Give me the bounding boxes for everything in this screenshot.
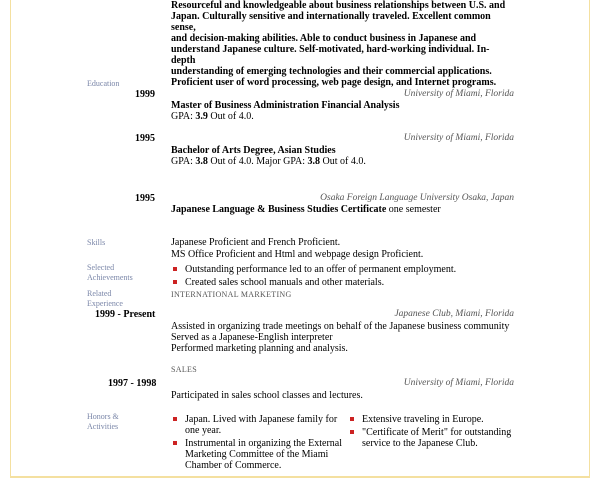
skills-line: Japanese Proficient and French Proficient. bbox=[171, 237, 341, 248]
honor-item: Instrumental in organizing the External Marketing Committee of the Miami Chamber of Commerce. bbox=[185, 438, 342, 471]
summary-line: Japan. Culturally sensitive and internationally traveled. Excellent common sense, bbox=[171, 11, 491, 33]
education-degree: Japanese Language & Business Studies Certificate one semester bbox=[171, 204, 441, 215]
summary-line: understanding of emerging technologies and their commercial applications. bbox=[171, 66, 492, 77]
experience-line: Served as a Japanese-English interpreter bbox=[171, 332, 333, 343]
summary-line: Resourceful and knowledgeable about business relationships between U.S. and bbox=[171, 0, 506, 11]
experience-period: 1997 - 1998 bbox=[108, 378, 157, 389]
summary-line: Proficient user of word processing, web page design, and Internet programs. bbox=[171, 77, 497, 88]
section-label-honors: Honors & Activities bbox=[87, 412, 119, 431]
education-year: 1995 bbox=[135, 133, 155, 144]
honor-item: "Certificate of Merit" for outstanding service to the Japanese Club. bbox=[362, 427, 511, 449]
experience-line: Assisted in organizing trade meetings on behalf of the Japanese business community bbox=[171, 321, 510, 332]
experience-institution: Japanese Club, Miami, Florida bbox=[394, 309, 514, 319]
education-institution: University of Miami, Florida bbox=[403, 89, 514, 99]
section-label-achievements: Selected Achievements bbox=[87, 263, 133, 282]
section-label-experience: Related Experience bbox=[87, 289, 123, 308]
experience-heading: INTERNATIONAL MARKETING bbox=[171, 290, 292, 299]
honor-item: Extensive traveling in Europe. bbox=[362, 414, 484, 425]
bullet-icon bbox=[173, 441, 177, 445]
education-degree: Bachelor of Arts Degree, Asian Studies bbox=[171, 145, 336, 156]
bullet-icon bbox=[350, 430, 354, 434]
experience-period: 1999 - Present bbox=[95, 309, 156, 320]
skills-line: MS Office Proficient and Html and webpage design Proficient. bbox=[171, 249, 424, 260]
bullet-icon bbox=[350, 417, 354, 421]
education-institution: University of Miami, Florida bbox=[403, 133, 514, 143]
summary-block bbox=[171, 0, 511, 88]
experience-heading: SALES bbox=[171, 365, 197, 374]
education-gpa: GPA: 3.9 Out of 4.0. bbox=[171, 111, 254, 122]
achievement-item: Created sales school manuals and other materials. bbox=[185, 277, 384, 288]
experience-institution: University of Miami, Florida bbox=[403, 378, 514, 388]
achievement-item: Outstanding performance led to an offer of permanent employment. bbox=[185, 264, 456, 275]
bullet-icon bbox=[173, 417, 177, 421]
bullet-icon bbox=[173, 267, 177, 271]
bullet-icon bbox=[173, 280, 177, 284]
summary-line: and decision-making abilities. Able to conduct business in Japanese and bbox=[171, 33, 477, 44]
section-label-education: Education bbox=[87, 79, 120, 88]
experience-line: Performed marketing planning and analysis. bbox=[171, 343, 348, 354]
honor-item: Japan. Lived with Japanese family for one year. bbox=[185, 414, 337, 436]
summary-line: understand Japanese culture. Self-motivated, hard-working individual. In-depth bbox=[171, 44, 490, 66]
education-institution: Osaka Foreign Language University Osaka, Japan bbox=[320, 193, 514, 203]
education-degree: Master of Business Administration Financial Analysis bbox=[171, 100, 400, 111]
education-year: 1995 bbox=[135, 193, 155, 204]
experience-line: Participated in sales school classes and lectures. bbox=[171, 390, 363, 401]
section-label-skills: Skills bbox=[87, 238, 106, 247]
education-year: 1999 bbox=[135, 89, 155, 100]
education-gpa: GPA: 3.8 Out of 4.0. Major GPA: 3.8 Out of 4.0. bbox=[171, 156, 366, 167]
